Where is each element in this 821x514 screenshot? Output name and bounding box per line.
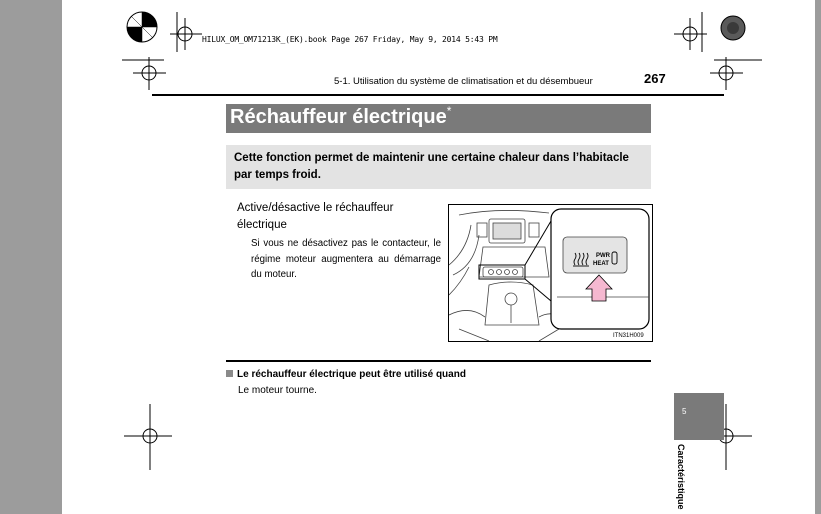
intro-text: Cette fonction permet de maintenir une certaine chaleur dans l’habitacle par temps froid. [234, 152, 629, 181]
figure-code: ITN31H009 [613, 333, 644, 339]
page-title [230, 106, 451, 129]
chapter-tab-label: Caractéristique [676, 444, 686, 510]
title-text: Réchauffeur électrique [230, 106, 447, 128]
title-bar [226, 104, 651, 133]
running-header: 5-1. Utilisation du système de climatisation et du désembueur [334, 76, 593, 87]
section-rule [226, 360, 651, 362]
intro-box [226, 145, 651, 189]
dashboard-figure [448, 204, 653, 342]
chapter-tab [674, 393, 724, 440]
section-heading-text: Le réchauffeur électrique peut être utilisé quand [237, 369, 466, 380]
section-heading [226, 369, 466, 380]
header-rule [152, 94, 724, 96]
manual-page [62, 0, 815, 514]
title-asterisk: * [446, 104, 452, 118]
instruction-main: Active/désactive le réchauffeur électrique [237, 202, 394, 231]
page-number: 267 [644, 71, 666, 86]
instruction-note: Si vous ne désactivez pas le contacteur, le régime moteur augmentera au démarrage du moteur. [251, 238, 441, 280]
dashboard-illustration [449, 205, 652, 341]
file-info-line: HILUX_OM_OM71213K_(EK).book Page 267 Friday, May 9, 2014 5:43 PM [202, 35, 498, 44]
chapter-number: 5 [682, 407, 687, 416]
section-body: Le moteur tourne. [238, 385, 317, 396]
bullet-square-icon [226, 370, 233, 377]
button-label-pwr: PWR [596, 253, 610, 259]
button-label-heat: HEAT [593, 261, 609, 267]
